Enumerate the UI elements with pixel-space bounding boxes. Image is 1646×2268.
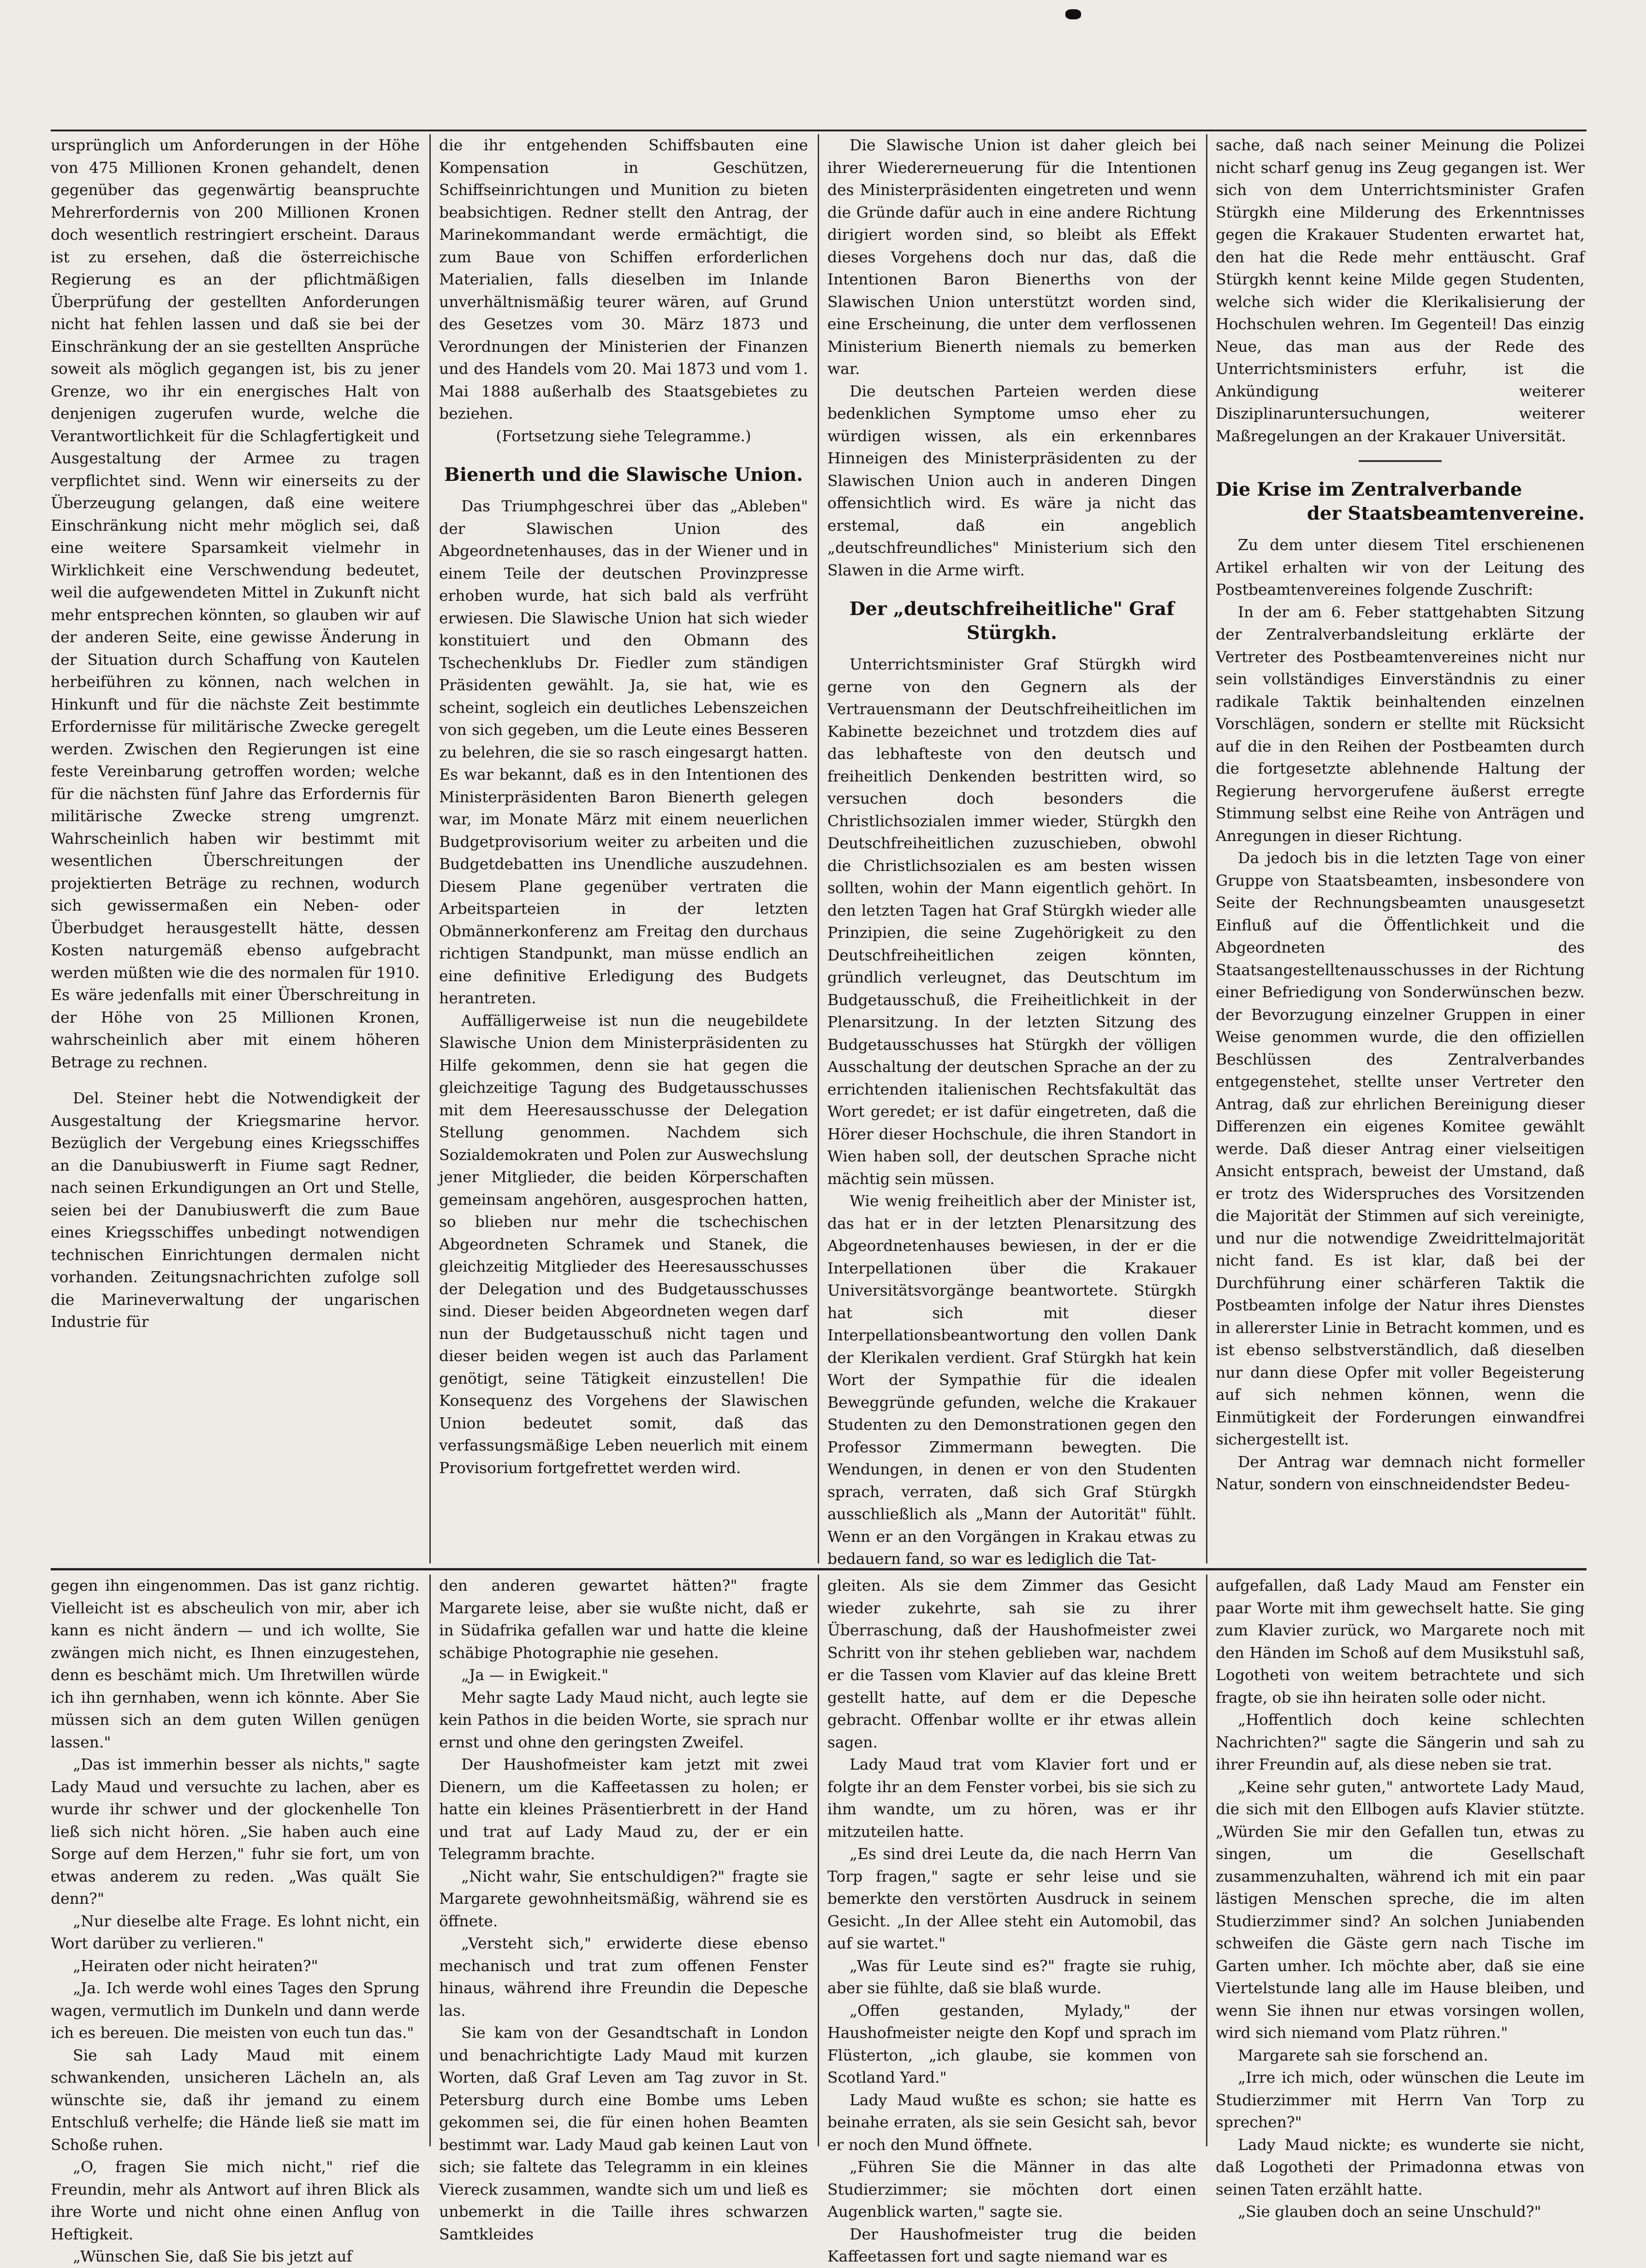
paragraph: „Es sind drei Leute da, die nach Herrn Van Torp fragen," sagte er sehr leise und sie bemerkte den verstörten Ausdruck in seinem Gesicht. „In der Allee steht ein Automobil, das auf sie wartet." bbox=[827, 1845, 1196, 1952]
paragraph: „Keine sehr guten," antwortete Lady Maud, die sich mit den Ellbogen aufs Klavier stützte. „Würden Sie mir den Gefallen tun, etwas zu singen, um die Gesellschaft zusammenzuhalten, während ich mit ein paar lästigen Menschen spreche, die im alten Studierzimmer sind? An solchen Juniabenden schweifen die Gäste gern nach Tische im Garten umher. Ich möchte aber, daß sie eine Viertelstunde lang alle im Hause bleiben, und wenn Sie ihnen nur etwas vorsingen wollen, wird sich niemand vom Platz rühren." bbox=[1216, 1777, 1585, 2042]
page-header bbox=[51, 104, 1587, 131]
paragraph: Die deutschen Parteien werden diese bedenklichen Symptome umso eher zu würdigen wissen, als ein erkennbares Hinneigen des Ministerpräsidenten zu der Slawischen Union auch in anderen Dingen offensichtlich wird. Es wäre ja nicht das erstemal, daß ein angeblich „deutschfreundliches" Ministerium sich den Slawen in die Arme wirft. bbox=[827, 382, 1196, 579]
paragraph: Del. Steiner hebt die Notwendigkeit der Ausgestaltung der Kriegsmarine hervor. Bezüglich der Vergebung eines Kriegsschiffes an die Danubiuswerft in Fiume sagt Redner, nach seinen Erkundigungen an Ort und Stelle, seien bei der Danubiuswerft die zum Baue eines Kriegsschiffes unbedingt notwendigen technischen Einrichtungen dermalen nicht vorhanden. Zeitungsnachrichten zufolge soll die Marineverwaltung der ungarischen Industrie für bbox=[51, 1089, 420, 1331]
column-rule bbox=[1206, 134, 1207, 1563]
paragraph: „Ja — in Ewigkeit." bbox=[461, 1666, 609, 1684]
paragraph: „Nur dieselbe alte Frage. Es lohnt nicht, ein Wort darüber zu verlieren." bbox=[51, 1912, 420, 1952]
paragraph: Margarete sah sie forschend an. bbox=[1238, 2046, 1488, 2064]
paragraph: In der am 6. Feber stattgehabten Sitzung der Zentralverbandsleitung erklärte der Vertreter des Postbeamtenvereines nicht nur sein vollständiges Einverständnis zu einer radikale Taktik beinhaltenden einzelnen Vorschlägen, sondern er stellte mit Rücksicht auf die in den Reihen der Postbeamten durch die fortgesetzte ablehnende Haltung der Regierung hervorgerufene äußerst erregte Stimmung selbst eine Reihe von Anträgen und Anregungen in dieser Richtung. bbox=[1216, 603, 1585, 845]
ink-smudge bbox=[1065, 9, 1081, 19]
column-rule bbox=[818, 134, 819, 1563]
paragraph: Der Antrag war demnach nicht formeller Natur, sondern von einschneidendster Bedeu- bbox=[1216, 1452, 1585, 1493]
paragraph: Zu dem unter diesem Titel erschienenen Artikel erhalten wir von der Leitung des Postbeamtenvereines folgende Zuschrift: bbox=[1216, 536, 1585, 598]
paragraph: ursprünglich um Anforderungen in der Höhe von 475 Millionen Kronen gehandelt, denen gegenüber das gegenwärtig beanspruchte Mehrerfordernis von 200 Millionen Kronen doch wesentlich restringiert erscheint. Daraus ist zu ersehen, daß die österreichische Regierung es an der pflichtmäßigen Überprüfung der gestellten Anforderungen nicht hat fehlen lassen und daß sie bei der Einschränkung der an sie gestellten Ansprüche soweit als möglich gegangen ist, bis zu jener Grenze, wo ihr ein energisches Halt von denjenigen zugerufen wurde, welche die Verantwortlichkeit für die Schlagfertigkeit und Ausgestaltung der Armee zu tragen verpflichtet sind. Wenn wir einerseits zu der Überzeugung gelangen, daß eine weitere Einschränkung nicht mehr möglich sei, daß eine weitere Sparsamkeit vielmehr in Wirklichkeit eine Verschwendung bedeutet, weil die aufgewendeten Mittel in Zukunft nicht mehr entsprechen könnten, so glauben wir auf der anderen Seite, eine gewisse Änderung in der Situation durch Schaffung von Kautelen herbeiführen zu können, nach welchen in Hinkunft und für die nächste Zeit bestimmte Erfordernisse für militärische Zwecke geregelt werden. Zwischen den Regierungen ist eine feste Vereinbarung getroffen worden; welche für die nächsten fünf Jahre das Erfordernis für militärische Zwecke streng umgrenzt. Wahrscheinlich haben wir bestimmt mit wesentlichen Überschreitungen der projektierten Beträge zu rechnen, wodurch sich gewissermaßen ein Neben- oder Überbudget herausgestellt hätte, dessen Kosten naturgemäß ebenso aufgebracht werden müßten wie die des normalen für 1910. Es wäre jedenfalls mit einer Überschreitung in der Höhe von 25 Millionen Kronen, wahrscheinlich aber mit einem höheren Betrage zu rechnen. bbox=[51, 136, 420, 1071]
paragraph: „Irre ich mich, oder wünschen die Leute im Studierzimmer mit Herrn Van Torp zu sprechen?" bbox=[1216, 2068, 1585, 2131]
paragraph: Auffälligerweise ist nun die neugebildete Slawische Union dem Ministerpräsidenten zu Hilfe gekommen, denn sie hat gegen die gleichzeitige Tagung des Budgetausschusses mit dem Heeresausschusse der Delegation Stellung genommen. Nachdem sich Sozialdemokraten und Polen zur Auswechslung jener Mitglieder, die beiden Körperschaften gemeinsam angehören, ausgesprochen hatten, so blieben nur mehr die tschechischen Abgeordneten Schramek und Stanek, die gleichzeitig Mitglieder des Heeresausschusses der Delegation und des Budgetausschusses sind. Dieser beiden Abgeordneten wegen darf nun der Budgetausschuß nicht tagen und dieser beiden wegen ist auch das Parlament genötigt, seine Tätigkeit einzustellen! Die Konsequenz des Vorgehens der Slawischen Union bedeutet somit, daß das verfassungsmäßige Leben neuerlich mit einem Provisorium fortgefrettet werden wird. bbox=[439, 1011, 808, 1477]
paragraph: „Offen gestanden, Mylady," der Haushofmeister neigte den Kopf und sprach im Flüsterton, „ich glaube, sie kommen von Scotland Yard." bbox=[827, 2001, 1196, 2086]
paragraph: Sie sah Lady Maud mit einem schwankenden, unsicheren Lächeln an, als wünschte sie, daß ihr jemand zu einem Entschluß verhelfe; die Hände ließ sie matt im Schoße ruhen. bbox=[51, 2046, 420, 2154]
feuilleton-column-4 bbox=[1216, 1575, 1585, 2221]
paragraph: „Was für Leute sind es?" fragte sie ruhig, aber sie fühlte, daß sie blaß wurde. bbox=[827, 1956, 1196, 1997]
paragraph: gegen ihn eingenommen. Das ist ganz richtig. Vielleicht ist es abscheulich von mir, aber ich kann es nicht ändern — und ich wollte, Sie zwängen mich nicht, es Ihnen einzugestehen, denn es beschämt mich. Um Ihretwillen würde ich ihn gernhaben, wenn ich könnte. Aber Sie müssen sich an dem guten Willen genügen lassen." bbox=[51, 1576, 420, 1751]
paragraph: Sie kam von der Gesandtschaft in London und benachrichtigte Lady Maud mit kurzen Worten, daß Graf Leven am Tag zuvor in St. Petersburg durch eine Bombe ums Leben gekommen sei, die für einen hohen Beamten bestimmt war. Lady Maud gab keinen Laut von sich; sie faltete das Telegramm in ein kleines Viereck zusammen, wandte sich um und ließ es unbemerkt in die Taille ihres schwarzen Samtkleides bbox=[439, 2024, 808, 2243]
paragraph: Da jedoch bis in die letzten Tage von einer Gruppe von Staatsbeamten, insbesondere von Seite der Rechnungsbeamten unausgesetzt Einfluß auf die Öffentlichkeit und die Abgeordneten des Staatsangestelltenausschusses in der Richtung einer Befriedigung von Sonderwünschen bezw. der Bevorzugung einzelner Gruppen in einer Weise genommen wurde, die den offiziellen Beschlüssen des Zentralverbandes entgegenstehet, stellte unser Vertreter den Antrag, daß zur ehrlichen Bereinigung dieser Differenzen ein eigenes Komitee gewählt werde. Daß dieser Antrag einer vielseitigen Ansicht entsprach, beweist der Umstand, daß er trotz des Widerspruches des Vorsitzenden die Majorität der Stimmen auf sich vereinigte, und nur die notwendige Zweidrittelmajorität nicht fand. Es ist klar, daß bei der Durchführung einer schärferen Taktik die Postbeamten infolge der Natur ihres Dienstes in allererster Linie in Betracht kommen, und es ist ebenso selbstverständlich, daß dieselben nur dann diese Opfer mit voller Begeisterung auf sich nehmen können, wenn die Einmütigkeit der Forderungen einwandfrei sichergestellt ist. bbox=[1216, 849, 1585, 1448]
paragraph: „Versteht sich," erwiderte diese ebenso mechanisch und trat zum offenen Fenster hinaus, während ihre Freundin die Depesche las. bbox=[439, 1934, 808, 2019]
newspaper-page bbox=[51, 104, 1587, 2265]
feuilleton-column-2 bbox=[439, 1575, 808, 2243]
upper-column-4 bbox=[1216, 134, 1585, 1563]
paragraph: Die Slawische Union ist daher gleich bei ihrer Wiedererneuerung für die Intentionen des Ministerpräsidenten eingetreten und wenn die Gründe dafür auch in eine andere Richtung dirigiert worden sind, so bleibt als Effekt dieses Vorgehens doch nur das, daß die Intentionen Baron Bienerths von der Slawischen Union unterstützt worden sind, eine Erscheinung, die unter dem verflossenen Ministerium Bienerth niemals zu bemerken war. bbox=[827, 136, 1196, 378]
paragraph: „Ja. Ich werde wohl eines Tages den Sprung wagen, vermutlich im Dunkeln und dann werde ich es bereuen. Die meisten von euch tun das." bbox=[51, 1979, 420, 2042]
headline-line: Die Krise im Zentralverbande bbox=[1216, 479, 1522, 500]
paragraph: „O, fragen Sie mich nicht," rief die Freundin, mehr als Antwort auf ihren Blick als ihre Worte und nicht ohne einen Anflug von Heftigkeit. bbox=[51, 2158, 420, 2243]
column-rule bbox=[1206, 1575, 1207, 2146]
paragraph: „Heiraten oder nicht heiraten?" bbox=[73, 1956, 318, 1975]
paragraph: Wie wenig freiheitlich aber der Minister ist, das hat er in der letzten Plenarsitzung des Abgeordnetenhauses bewiesen, in der er die Interpellationen über die Krakauer Universitätsvorgänge beantwortete. Stürgkh hat sich mit dieser Interpellationsbeantwortung den vollen Dank der Klerikalen verdient. Graf Stürgkh hat kein Wort der Sympathie für die idealen Beweggründe gefunden, welche die Krakauer Studenten zu den Demonstrationen gegen den Professor Zimmermann bewegten. Die Wendungen, in denen er von den Studenten sprach, verraten, daß sich Graf Stürgkh ausschließlich als „Mann der Autorität" fühlt. Wenn er an den Vorgängen in Krakau etwas zu bedauern fand, so war es lediglich die Tat- bbox=[827, 1192, 1196, 1568]
paragraph: Mehr sagte Lady Maud nicht, auch legte sie kein Pathos in die beiden Worte, sie sprach nur ernst und ohne den geringsten Zweifel. bbox=[439, 1688, 808, 1751]
paragraph: sache, daß nach seiner Meinung die Polizei nicht scharf genug ins Zeug gegangen ist. Wer sich von dem Unterrichtsminister Grafen Stürgkh eine Milderung des Erkenntnisses gegen die Krakauer Studenten erwartet hat, den hat die Rede mehr enttäuscht. Graf Stürgkh kennt keine Milde gegen Studenten, welche sich wider die Klerikalisierung der Hochschulen wehren. Im Gegenteil! Das einzig Neue, das man aus der Rede des Unterrichtsministers erfuhr, ist die Ankündigung weiterer Disziplinaruntersuchungen, weiterer Maßregelungen an der Krakauer Universität. bbox=[1216, 136, 1585, 445]
upper-section bbox=[51, 134, 1587, 1568]
paragraph: „Sie glauben doch an seine Unschuld?" bbox=[1238, 2203, 1541, 2221]
feuilleton-divider bbox=[51, 1568, 1587, 1570]
paragraph: Lady Maud nickte; es wunderte sie nicht, daß Logotheti der Primadonna etwas von seinen Taten erzählt hatte. bbox=[1216, 2135, 1585, 2198]
feuilleton-column-3 bbox=[827, 1575, 1196, 2265]
headline-line: der Staatsbeamtenvereine. bbox=[1307, 503, 1585, 524]
paragraph: die ihr entgehenden Schiffsbauten eine Kompensation in Geschützen, Schiffseinrichtungen und Munition zu bieten beabsichtigen. Redner stellt den Antrag, der Marinekommandant werde ermächtigt, die zum Baue von Schiffen erforderlichen Materialien, falls dieselben im Inlande unverhältnismäßig teurer wären, auf Grund des Gesetzes vom 30. März 1873 und Verordnungen der Ministerien der Finanzen und des Handels vom 20. Mai 1873 und vom 1. Mai 1888 außerhalb des Staatsgebietes zu beziehen. bbox=[439, 136, 808, 422]
section-separator bbox=[1359, 460, 1442, 462]
article-headline-krise bbox=[1216, 478, 1585, 526]
paragraph: den anderen gewartet hätten?" fragte Margarete leise, aber sie wußte nicht, daß er in Südafrika gefallen war und hatte die kleine schäbige Photographie nie gesehen. bbox=[439, 1576, 808, 1662]
column-rule bbox=[429, 134, 431, 1563]
paragraph: Der Haushofmeister kam jetzt mit zwei Dienern, um die Kaffeetassen zu holen; er hatte ein kleines Präsentierbrett in der Hand und trat auf Lady Maud zu, der er ein Telegramm brachte. bbox=[439, 1755, 808, 1863]
upper-column-1 bbox=[51, 134, 420, 1563]
column-rule bbox=[818, 1575, 819, 2146]
column-rule bbox=[429, 1575, 431, 2146]
continuation-note: (Fortsetzung siehe Telegramme.) bbox=[496, 426, 751, 445]
paragraph: „Das ist immerhin besser als nichts," sagte Lady Maud und versuchte zu lachen, aber es wurde ihr schwer und der glockenhelle Ton ließ sich nicht hören. „Sie haben auch eine Sorge auf dem Herzen," fuhr sie fort, um von etwas anderem zu reden. „Was quält Sie denn?" bbox=[51, 1755, 420, 1907]
feuilleton-column-1 bbox=[51, 1575, 420, 2265]
paragraph: Lady Maud wußte es schon; sie hatte es beinahe erraten, als sie sein Gesicht sah, bevor er noch den Mund öffnete. bbox=[827, 2090, 1196, 2154]
article-headline-bienerth: Bienerth und die Slawische Union. bbox=[444, 464, 803, 486]
feuilleton-section bbox=[51, 1575, 1587, 2265]
paragraph: Lady Maud trat vom Klavier fort und er folgte ihr an dem Fenster vorbei, bis sie sich zu ihm wandte, um zu hören, was er ihr mitzuteilen hatte. bbox=[827, 1755, 1196, 1841]
paragraph: Der Haushofmeister trug die beiden Kaffeetassen fort und sagte niemand war es bbox=[827, 2225, 1196, 2265]
paragraph: „Nicht wahr, Sie entschuldigen?" fragte sie Margarete gewohnheitsmäßig, während sie es öffnete. bbox=[439, 1867, 808, 1930]
paragraph: aufgefallen, daß Lady Maud am Fenster ein paar Worte mit ihm gewechselt hatte. Sie ging zum Klavier zurück, wo Margarete noch mit den Händen im Schoß auf dem Musikstuhl saß, Logotheti von weitem betrachtete und sich fragte, ob sie ihn heiraten solle oder nicht. bbox=[1216, 1576, 1585, 1706]
paragraph: Unterrichtsminister Graf Stürgkh wird gerne von den Gegnern als der Vertrauensmann der Deutschfreiheitlichen im Kabinette bezeichnet und trotzdem dies auf das lebhafteste von den deutsch und freiheitlich Denkenden bestritten wird, so versuchen doch besonders die Christlichsozialen immer wieder, Stürgkh den Deutschfreiheitlichen zuzuschieben, obwohl die Christlichsozialen es am besten wissen sollten, wohin der Mann eigentlich gehört. In den letzten Tagen hat Graf Stürgkh wieder alle Prinzipien, die seine Zugehörigkeit zu den Deutschfreiheitlichen zeigen könnten, gründlich verleugnet, das Deutschtum im Budgetausschuß, die Freiheitlichkeit in der Plenarsitzung. In der letzten Sitzung des Budgetausschusses hat Stürgkh der völligen Ausschaltung der deutschen Sprache an der zu errichtenden italienischen Rechtsfakultät das Wort geredet; er ist dafür eingetreten, daß die Hörer dieser Hochschule, die ihren Standort in Wien haben soll, der deutschen Sprache nicht mächtig sein müssen. bbox=[827, 655, 1196, 1188]
upper-column-3 bbox=[827, 134, 1196, 1568]
paragraph: gleiten. Als sie dem Zimmer das Gesicht wieder zukehrte, sah sie zu ihrer Überraschung, daß der Haushofmeister zwei Schritt von ihr stehen geblieben war, nachdem er die Tassen vom Klavier auf das kleine Brett gestellt hatte, auf dem er die Depesche gebracht. Offenbar wollte er ihr etwas allein sagen. bbox=[827, 1576, 1196, 1751]
upper-column-2 bbox=[439, 134, 808, 1563]
paragraph: Das Triumphgeschrei über das „Ableben" der Slawischen Union des Abgeordnetenhauses, das in der Wiener und in einem Teile der deutschen Provinzpresse erhoben wurde, hat sich bald als verfrüht erwiesen. Die Slawische Union hat sich wieder konstituiert und den Obmann des Tschechenklubs Dr. Fiedler zum ständigen Präsidenten gewählt. Ja, sie hat, wie es scheint, sogleich ein deutliches Lebenszeichen von sich gegeben, um die Leute eines Besseren zu belehren, die sie so rasch eingesargt hatten. Es war bekannt, daß es in den Intentionen des Ministerpräsidenten Baron Bienerth gelegen war, im Monate März mit einem neuerlichen Budgetprovisorium weiter zu arbeiten und die Budgetdebatten ins Unendliche auszudehnen. Diesem Plane gegenüber vertraten die Arbeitsparteien in der letzten Obmännerkonferenz am Freitag den durchaus richtigen Standpunkt, man müsse endlich an eine definitive Erledigung des Budgets herantreten. bbox=[439, 497, 808, 1007]
paragraph: „Wünschen Sie, daß Sie bis jetzt auf bbox=[73, 2247, 352, 2265]
paragraph: „Hoffentlich doch keine schlechten Nachrichten?" sagte die Sängerin und sah zu ihrer Freundin auf, als diese neben sie trat. bbox=[1216, 1711, 1585, 1773]
paragraph: „Führen Sie die Männer in das alte Studierzimmer; sie möchten dort einen Augenblick warten," sagte sie. bbox=[827, 2158, 1196, 2221]
article-headline-stuergkh: Der „deutschfreiheitliche" Graf Stürgkh. bbox=[849, 598, 1175, 644]
